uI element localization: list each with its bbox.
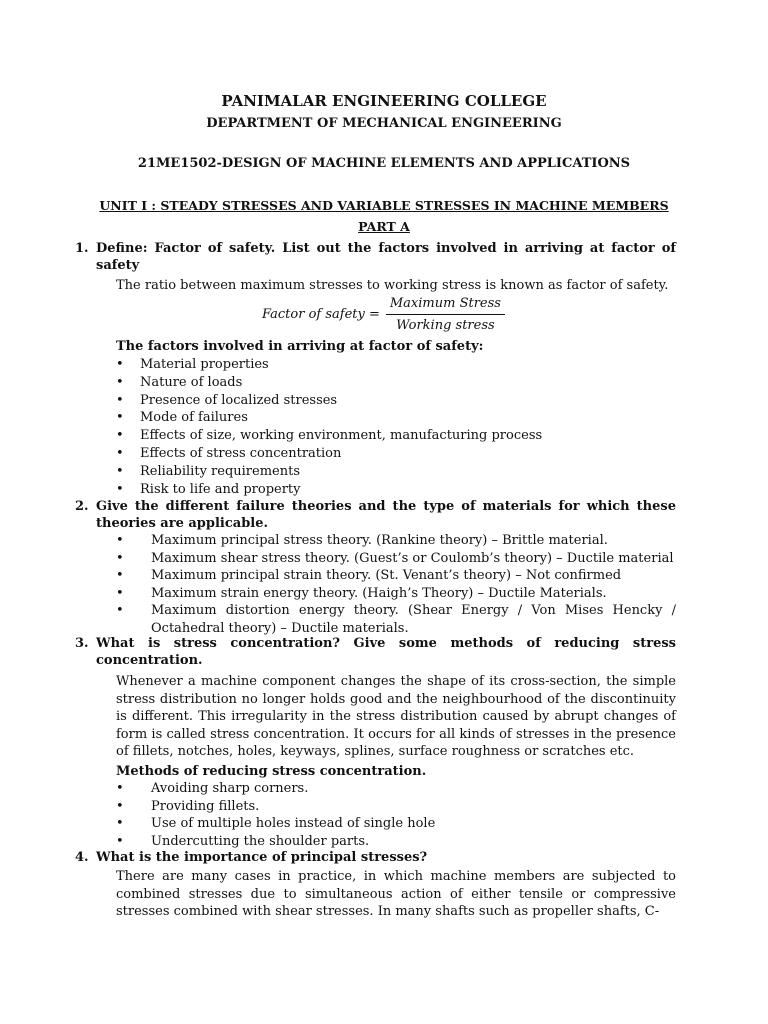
list-item: • Use of multiple holes instead of single hole xyxy=(116,815,676,833)
list-item: • Maximum principal stress theory. (Rankine theory) – Brittle material. xyxy=(116,532,676,550)
list-item: • Reliability requirements xyxy=(116,463,542,481)
question-4 xyxy=(75,849,676,866)
formula-numerator: Maximum Stress xyxy=(386,296,505,315)
question-number: 1. xyxy=(75,241,89,256)
formula-denominator: Working stress xyxy=(396,318,495,333)
formula-lhs: Factor of safety = xyxy=(262,307,380,322)
question-2 xyxy=(75,498,676,532)
methods-list xyxy=(116,780,676,850)
question-3 xyxy=(75,635,676,669)
list-item: • Providing fillets. xyxy=(116,798,676,816)
list-item: • Presence of localized stresses xyxy=(116,392,542,410)
part-title: PART A xyxy=(358,219,410,234)
college-title: PANIMALAR ENGINEERING COLLEGE xyxy=(221,92,547,110)
list-item: • Mode of failures xyxy=(116,409,542,427)
list-item: • Effects of stress concentration xyxy=(116,445,542,463)
list-item: • Maximum strain energy theory. (Haigh’s Theory) – Ductile Materials. xyxy=(116,585,676,603)
methods-heading: Methods of reducing stress concentration. xyxy=(116,764,427,779)
factor-of-safety-formula xyxy=(262,296,505,333)
unit-title: UNIT I : STEADY STRESSES AND VARIABLE STRESSES IN MACHINE MEMBERS xyxy=(99,198,669,213)
factors-heading: The factors involved in arriving at factor of safety: xyxy=(116,339,484,354)
list-item: • Nature of loads xyxy=(116,374,542,392)
department-title: DEPARTMENT OF MECHANICAL ENGINEERING xyxy=(206,116,562,131)
question-text: What is the importance of principal stresses? xyxy=(96,850,428,865)
list-item: • Maximum shear stress theory. (Guest’s or Coulomb’s theory) – Ductile material xyxy=(116,550,676,568)
question-text: Give the different failure theories and the type of materials for which these theories are applicable. xyxy=(96,499,676,531)
answer-text: Whenever a machine component changes the shape of its cross-section, the simple stress distribution no longer holds good and the neighbourhood of the discontinuity is different. This irregularity in the stress distribution caused by abrupt changes of form is called stress concentration. It occurs for all kinds of stresses in the presence of fillets, notches, holes, keyways, splines, surface roughness or scratches etc. xyxy=(116,674,676,759)
answer-text: The ratio between maximum stresses to working stress is known as factor of safety. xyxy=(116,278,669,293)
list-item: • Effects of size, working environment, manufacturing process xyxy=(116,427,542,445)
list-item: • Material properties xyxy=(116,356,542,374)
question-1 xyxy=(75,240,676,274)
answer-text: There are many cases in practice, in which machine members are subjected to combined stresses due to simultaneous action of either tensile or compressive stresses combined with shear stresses. In many shafts such as propeller shafts, C- xyxy=(116,869,676,919)
formula-fraction xyxy=(386,296,505,333)
factors-list xyxy=(116,356,542,498)
theories-list xyxy=(116,532,676,637)
list-item: • Undercutting the shoulder parts. xyxy=(116,833,676,851)
list-item: • Maximum distortion energy theory. (Shear Energy / Von Mises Hencky / Octahedral theory) – Ductile materials. xyxy=(116,602,676,637)
question-number: 2. xyxy=(75,499,89,514)
question-text: Define: Factor of safety. List out the factors involved in arriving at factor of safety xyxy=(96,241,676,273)
list-item: • Maximum principal strain theory. (St. Venant’s theory) – Not confirmed xyxy=(116,567,676,585)
list-item: • Avoiding sharp corners. xyxy=(116,780,676,798)
question-text: What is stress concentration? Give some methods of reducing stress concentration. xyxy=(96,636,676,668)
course-title: 21ME1502-DESIGN OF MACHINE ELEMENTS AND APPLICATIONS xyxy=(137,156,631,171)
question-number: 4. xyxy=(75,850,89,865)
list-item: • Risk to life and property xyxy=(116,481,542,499)
question-number: 3. xyxy=(75,636,89,651)
